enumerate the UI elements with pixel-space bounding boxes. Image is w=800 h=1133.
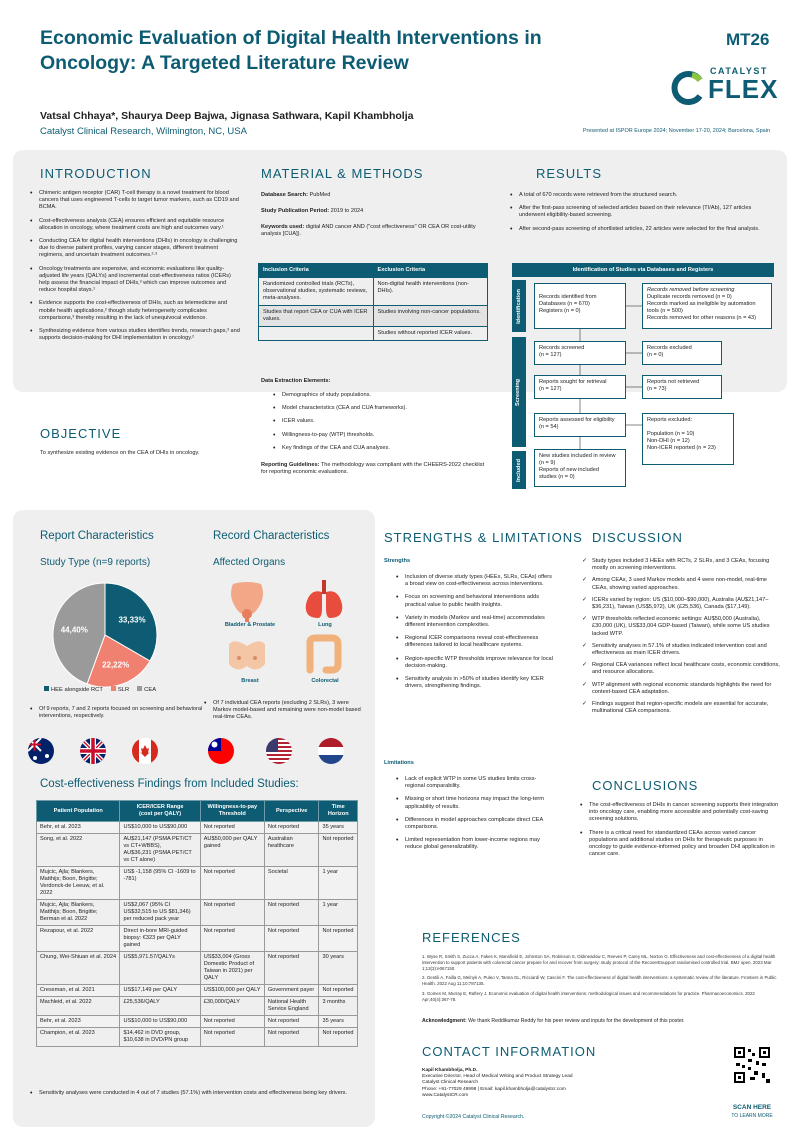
table-row	[259, 306, 488, 327]
limitations-list	[396, 776, 556, 858]
table-cell: 1 year	[319, 900, 358, 926]
introduction-heading: INTRODUCTION	[40, 166, 152, 181]
list-item: • Chimeric antigen receptor (CAR) T-cell therapy is a novel treatment for blood cancers that uses engineered T-cells to target tumor markers, such as CD19 and BCMA.	[30, 190, 240, 212]
discussion-list	[582, 558, 782, 720]
side-included: Included	[512, 451, 526, 489]
list-item: • Evidence supports the cost-effectiveness of DHIs, such as telemedicine and mobile health applications,² though study heterogeneity complicates comparisons,³ thereby resulting in the lack of unequivocal evidence.	[30, 300, 240, 322]
table-cell: US$100,000 per QALY	[200, 985, 264, 997]
presented-note: Presented at ISPOR Europe 2024; November 17-20, 2024; Barcelona, Spain	[582, 128, 770, 134]
list-item: ✓ Sensitivity analyses in 57.1% of studies indicated intervention cost and effectiveness as main ICER drivers.	[582, 643, 782, 657]
poster-title: Economic Evaluation of Digital Health Interventions in Oncology: A Targeted Literature Review	[40, 27, 542, 74]
australia-flag	[28, 738, 54, 764]
table-cell: Champion, et al. 2023	[37, 1028, 120, 1047]
cef-header: Patient Population	[37, 801, 120, 822]
results-list	[510, 192, 770, 239]
list-item: • There is a critical need for standardized CEAs across varied cancer populations and additional studies on DHIs for therapeutic purposes in oncology to guide evidence-informed policy and broaden DHI application in cancer care.	[580, 830, 780, 859]
list-item: • Region-specific WTP thresholds improve relevance for local decision-making.	[396, 656, 556, 670]
criteria-header: Inclusion Criteria	[259, 264, 374, 278]
table-cell: Rezapour, et al. 2022	[37, 926, 120, 952]
table-row	[259, 278, 488, 306]
scan-here: SCAN HERE	[732, 1104, 772, 1111]
list-item: • Willingness-to-pay (WTP) thresholds.	[273, 432, 483, 439]
discussion-heading: DISCUSSION	[592, 530, 683, 545]
netherlands-flag	[318, 738, 344, 764]
table-cell: Not reported	[264, 952, 319, 985]
qr-code-icon[interactable]	[732, 1045, 772, 1085]
table-cell: 1 year	[319, 867, 358, 900]
table-cell: Direct in-bore MRI-guided biopsy: €323 per QALY gained	[120, 926, 200, 952]
table-cell: Not reported	[200, 1028, 264, 1047]
table-cell: 3 months	[319, 997, 358, 1016]
legend-label: CEA	[144, 687, 157, 693]
record-heading: Record Characteristics	[213, 530, 330, 542]
list-item: • The cost-effectiveness of DHIs in cancer screening supports their integration into oncology care, enabling more accessible and potentially cost-saving screening solutions.	[580, 802, 780, 824]
legend-item	[44, 686, 103, 693]
table-cell: Mujcic, Ajla; Blankers, Matthijs; Boon, Brigitte; Verdonck-de Leeuw, et al. 2022	[37, 867, 120, 900]
table-cell: Studies involving non-cancer populations.	[373, 306, 488, 327]
table-cell: £25,536/QALY	[120, 997, 200, 1016]
references-list	[422, 954, 782, 1007]
table-cell: Behr, et al. 2023	[37, 1016, 120, 1028]
poster-code: MT26	[726, 30, 770, 49]
legend-swatch	[137, 686, 142, 691]
organs-heading: Affected Organs	[213, 557, 286, 568]
pie-label-0: 33,33%	[118, 615, 146, 625]
copyright: Copyright ©2024 Catalyst Clinical Research.	[422, 1114, 525, 1120]
table-cell: Non-digital health interventions (non-DHIs).	[373, 278, 488, 306]
list-item: ✓ Among CEAs, 3 used Markov models and 4 were non-model, real-time CEAs, showing varied approaches.	[582, 577, 782, 591]
box-excluded: Records excluded (n = 0)	[642, 341, 722, 365]
methods-heading: MATERIAL & METHODS	[261, 166, 424, 181]
contact-line: Phone: +91-77029 49998 | Email: kapil.khambholja@catalystcr.com	[422, 1086, 566, 1092]
cef-table	[36, 800, 358, 1047]
table-cell: Not reported	[319, 926, 358, 952]
organ-label-breast: Breast	[241, 678, 259, 684]
table-row	[37, 900, 358, 926]
box-identified: Records identified from Databases (n = 670) Registers (n = 0)	[534, 283, 626, 329]
bladder-prostate-icon	[225, 578, 269, 622]
reference-item: 1. Wyse R, Smith S, Zucca A, Fakes K, Mansfield E, Johnston SA, Robinson S, Oldmeadow C, Reeves P, Carey ML, Norton G. Effectiveness and cost-effectiveness of a digital health intervention to support patients with colorectal cancer prepare for and recover from surgery: study protocol of the RecoverEsupport randomised controlled trial. BMJ open. 2023 Mar 1;13(3):e067150.	[422, 954, 776, 971]
table-cell: 30 years	[319, 952, 358, 985]
report-heading: Report Characteristics	[40, 530, 154, 542]
box-sought: Reports sought for retrieval (n = 127)	[534, 375, 626, 399]
table-cell: 35 years	[319, 1016, 358, 1028]
table-cell: US$5,971.57/QALYs	[120, 952, 200, 985]
reference-item: 3. Gomes M, Murray E, Raftery J. Economic evaluation of digital health interventions: methodological issues and recommendations for practice. Pharmacoeconomics. 2022 Apr;40(4):367-78.	[422, 990, 755, 1002]
table-cell: Studies without reported ICER values.	[373, 327, 488, 341]
legend-label: HEE alongside RCT	[51, 687, 103, 693]
contact-line: Executive Director, Head of Medical Writing and Product Strategy Lead	[422, 1074, 573, 1080]
uk-flag	[80, 738, 106, 764]
table-cell: Song, et al. 2022	[37, 834, 120, 867]
list-item: ✓ WTP thresholds reflected economic settings: AU$50,000 (Australia), £30,000 (UK), US$33,004 GDP-based (Taiwan), while some US studies lacked WTP.	[582, 616, 782, 638]
table-cell: US$10,000 to US$90,000	[120, 822, 200, 834]
prisma-title: Identification of Studies via Databases and Registers	[512, 263, 774, 277]
strengths-label: Strengths	[384, 558, 411, 564]
table-cell: US$10,000 to US$90,000	[120, 1016, 200, 1028]
table-cell: Not reported	[319, 985, 358, 997]
table-cell: Chung, Wei-Shiuan et al. 2024	[37, 952, 120, 985]
learn-more: TO LEARN MORE	[731, 1113, 773, 1119]
logo-main-text: FLEX	[708, 74, 779, 104]
list-item: • Differences in model approaches complicate direct CEA comparisons.	[396, 817, 556, 831]
contact-block: Kapil Khambholja, Ph.D. Executive Director, Head of Medical Writing and Product Strategy Lead Catalyst Clinical Research Phone: +91-77029 49998 | Email: kapil.khambholja@catalystcr.com www.CatalystCR.com	[422, 1068, 702, 1099]
list-item: • Key findings of the CEA and CUA analyses.	[273, 445, 483, 452]
list-item: • Cost-effectiveness analysis (CEA) ensures efficient and equitable resource allocation in oncology, where treatment costs are high and outcomes vary.¹	[30, 218, 240, 232]
side-screening: Screening	[512, 337, 526, 447]
list-item: • Limited representation from lower-income regions may reduce global generalizability.	[396, 837, 556, 851]
table-cell: National Health Service England	[264, 997, 319, 1016]
table-cell: US$17,149 per QALY	[120, 985, 200, 997]
table-cell: Not reported	[200, 1016, 264, 1028]
cef-header: ICER/ICER Range (cost per QALY)	[120, 801, 200, 822]
table-cell: Societal	[264, 867, 319, 900]
database-search: Database Search: PubMed	[261, 192, 331, 198]
table-cell: 35 years	[319, 822, 358, 834]
colorectal-icon	[302, 634, 346, 676]
table-cell: Not reported	[319, 1028, 358, 1047]
legend-swatch	[111, 686, 116, 691]
list-item: • Demographics of study populations.	[273, 392, 483, 399]
table-cell: Not reported	[319, 834, 358, 867]
catalyst-flex-logo	[670, 64, 780, 114]
table-row	[37, 834, 358, 867]
table-cell: Not reported	[200, 867, 264, 900]
taiwan-flag	[208, 738, 234, 764]
cef-heading: Cost-effectiveness Findings from Included Studies:	[40, 778, 299, 790]
contact-heading: CONTACT INFORMATION	[422, 1044, 597, 1059]
table-row	[37, 997, 358, 1016]
table-cell: Mujcic, Ajla; Blankers, Matthijs; Boon, Brigitte; Berman et al. 2022	[37, 900, 120, 926]
list-item: • After the first-pass screening of selected articles based on their relevance (TI/Ab), 127 articles underwent eligibility-based screening.	[510, 205, 770, 219]
affiliation: Catalyst Clinical Research, Wilmington, NC, USA	[40, 126, 247, 137]
table-cell: AU$50,000 per QALY gained	[200, 834, 264, 867]
strengths-list	[396, 574, 556, 696]
table-cell: Not reported	[264, 926, 319, 952]
list-item: • Oncology treatments are expensive, and economic evaluations like quality-adjusted life years (QALYs) and incremental cost-effectiveness ratios (ICERs) help assess the financial impact of DHIs,³ which can improve outcomes and reduce hospital stays.¹	[30, 266, 240, 295]
table-cell: Not reported	[200, 900, 264, 926]
table-cell: Machleid, et al. 2022	[37, 997, 120, 1016]
cef-header: Perspective	[264, 801, 319, 822]
logo-top-text: CATALYST	[710, 66, 768, 76]
cef-header: Time Horizon	[319, 801, 358, 822]
list-item: • Conducting CEA for digital health interventions (DHIs) in oncology is challenging due to diverse patient profiles, varying cancer stages, different treatment regimens, and uncertain treatment outcomes.²·³	[30, 238, 240, 260]
table-cell: Not reported	[264, 822, 319, 834]
table-cell: US$2,067 (95% CI US$32,515 to US $81,346) per reduced pack year	[120, 900, 200, 926]
publication-period: Study Publication Period: 2019 to 2024	[261, 208, 364, 214]
table-cell: Not reported	[264, 1016, 319, 1028]
authors: Vatsal Chhaya*, Shaurya Deep Bajwa, Jignasa Sathwara, Kapil Khambholja	[40, 110, 414, 122]
table-cell	[259, 327, 374, 341]
reference-item: 2. Gentili A, Failla G, Melnyk A, Puleo V, Tanna GL, Ricciardi W, Cascini F. The cost-effectiveness of digital health interventions: a systematic review of the literature. Frontiers in Public Health. 2022 Aug 11;10:787135.	[422, 975, 777, 987]
criteria-header: Exclusion Criteria	[373, 264, 488, 278]
results-heading: RESULTS	[536, 166, 602, 181]
references-heading: REFERENCES	[422, 930, 521, 945]
list-item: ✓ WTP alignment with regional economic standards highlights the need for context-based CEA adaptation.	[582, 682, 782, 696]
study-type-heading: Study Type (n=9 reports)	[40, 557, 151, 568]
table-row	[37, 822, 358, 834]
pie-label-2: 44,40%	[60, 625, 88, 635]
list-item: • Inclusion of diverse study types (HEEs, SLRs, CEAs) offers a broad view on cost-effectiveness across interventions.	[396, 574, 556, 588]
limitations-label: Limitations	[384, 760, 414, 766]
list-item: • ICER values.	[273, 418, 483, 425]
list-item: ✓ Regional CEA variances reflect local healthcare costs, economic conditions, and resource allocations.	[582, 662, 782, 676]
table-cell: Studies that report CEA or CUA with ICER values.	[259, 306, 374, 327]
cef-header: Willingness-to-pay Threshold	[200, 801, 264, 822]
table-cell: Not reported	[200, 926, 264, 952]
list-item: ✓ ICERs varied by region: US ($10,000–$90,000), Australia (AU$21,147–$36,231), Taiwan (US$5,972), UK (£25,536), Canada ($17,149).	[582, 597, 782, 611]
study-type-pie-chart	[50, 580, 160, 690]
canada-flag	[132, 738, 158, 764]
box-included: New studies included in review (n = 9) Reports of new included studies (n = 0)	[534, 449, 626, 487]
introduction-list	[30, 190, 240, 348]
table-cell: Cressman, et al. 2021	[37, 985, 120, 997]
table-cell: US$33,004 (Gross Domestic Product of Taiwan in 2021) per QALY	[200, 952, 264, 985]
table-cell: Not reported	[264, 900, 319, 926]
reporting-guidelines: Reporting Guidelines: The methodology was compliant with the CHEERS-2022 checklist for reporting economic evaluations.	[261, 462, 485, 476]
table-cell: £30,000/QALY	[200, 997, 264, 1016]
extraction-heading: Data Extraction Elements:	[261, 378, 331, 384]
organ-label-lung: Lung	[318, 622, 332, 628]
table-row	[37, 1016, 358, 1028]
organ-label-colorectal: Colorectal	[311, 678, 339, 684]
legend-item	[111, 686, 129, 693]
list-item: • After second-pass screening of shortlisted articles, 22 articles were selected for the final analysis.	[510, 226, 770, 233]
table-cell: Not reported	[200, 822, 264, 834]
table-row	[37, 952, 358, 985]
extraction-list	[273, 392, 483, 458]
legend-item	[137, 686, 156, 693]
box-screened: Records screened (n = 127)	[534, 341, 626, 365]
table-cell: Government payer	[264, 985, 319, 997]
contact-line: Catalyst Clinical Research	[422, 1080, 478, 1086]
table-cell: Behr, et al. 2023	[37, 822, 120, 834]
list-item: ✓ Findings suggest that region-specific models are essential for accurate, multinational CEA comparisons.	[582, 701, 782, 715]
list-item: • Regional ICER comparisons reveal cost-effectiveness differences tailored to local healthcare systems.	[396, 635, 556, 649]
report-note: • Of 9 reports, 7 and 2 reports focused on screening and behavioral interventions, respectively.	[30, 706, 210, 726]
box-not-retrieved: Reports not retrieved (n = 73)	[642, 375, 722, 399]
breast-icon	[225, 634, 269, 676]
table-cell: Not reported	[264, 1028, 319, 1047]
pie-legend	[44, 686, 156, 693]
table-row	[37, 926, 358, 952]
lung-icon	[302, 578, 346, 622]
list-item: • Missing or short time horizons may impact the long-term applicability of results.	[396, 796, 556, 810]
list-item: • Synthesizing evidence from various studies identifies trends, research gaps,³ and supports decision-making for DHI implementation in oncology.²	[30, 328, 240, 342]
conclusions-list	[580, 802, 780, 864]
usa-flag	[266, 738, 292, 764]
criteria-table	[258, 263, 488, 341]
list-item: • Model characteristics (CEA and CUA frameworks).	[273, 405, 483, 412]
legend-swatch	[44, 686, 49, 691]
cef-note: • Sensitivity analyses were conducted in 4 out of 7 studies (57.1%) with intervention costs and effectiveness being key drivers.	[30, 1090, 360, 1103]
table-row	[37, 1028, 358, 1047]
table-cell: AU$21,147 (PSMA PET/CT vs CT+WBBS), AU$36,231 (PSMA PET/CT vs CT alone)	[120, 834, 200, 867]
record-note: • Of 7 individual CEA reports (excluding 2 SLRs), 3 were Markov model-based and remaining were non-model based real-time CEAs.	[204, 700, 364, 728]
acknowledgment: Acknowledgment: We thank Reddikumar Reddy for his peer review and inputs for the development of this poster.	[422, 1018, 685, 1024]
table-row	[37, 985, 358, 997]
table-cell: Randomized controlled trials (RCTs), observational studies, systematic reviews, meta-analyses.	[259, 278, 374, 306]
table-row	[37, 867, 358, 900]
list-item: • Lack of explicit WTP in some US studies limits cross-regional comparability.	[396, 776, 556, 790]
contact-line: www.CatalystCR.com	[422, 1092, 469, 1098]
objective-text: To synthesize existing evidence on the CEA of DHIs in oncology.	[40, 450, 200, 456]
table-cell: $14,462 in DVD group, $10,638 in DVD/PN group	[120, 1028, 200, 1047]
box-assessed: Reports assessed for eligibility (n = 54)	[534, 413, 626, 437]
keywords: Keywords used: digital AND cancer AND ("cost effectiveness" OR CEA OR cost-utility analysis [CUA]).	[261, 224, 476, 238]
table-cell: US$ -1,158 (95% CI -1609 to -781)	[120, 867, 200, 900]
box-reports-excluded: Reports excluded: Population (n = 10) Non-DHI (n = 12) Non-ICER reported (n = 23)	[642, 413, 734, 465]
table-cell: Australian healthcare	[264, 834, 319, 867]
prisma-diagram	[512, 263, 774, 491]
table-row	[259, 327, 488, 341]
objective-heading: OBJECTIVE	[40, 426, 122, 441]
list-item: ✓ Study types included 3 HEEs with RCTs, 2 SLRs, and 3 CEAs, focusing mostly on screening interventions.	[582, 558, 782, 572]
list-item: • A total of 670 records were retrieved from the structured search.	[510, 192, 770, 199]
strengths-heading: STRENGTHS & LIMITATIONS	[384, 530, 583, 545]
box-removed: Records removed before screening Duplicate records removed (n = 0) Records marked as ineligible by automation tools (n = 500) Records removed for other reasons (n = 43)	[642, 283, 772, 329]
conclusions-heading: CONCLUSIONS	[592, 778, 699, 793]
list-item: • Variety in models (Markov and real-time) accommodates different intervention complexities.	[396, 615, 556, 629]
prisma-arrows	[512, 263, 774, 491]
legend-label: SLR	[117, 687, 130, 693]
side-identification: Identification	[512, 280, 526, 332]
list-item: • Focus on screening and behavioral interventions adds practical value to public health insights.	[396, 594, 556, 608]
organ-label-bladder: Bladder & Prostate	[224, 622, 276, 628]
list-item: • Sensitivity analysis in >50% of studies identify key ICER drivers, strengthening findings.	[396, 676, 556, 690]
pie-label-1: 22,22%	[102, 660, 130, 670]
logo-mark-icon	[670, 70, 706, 106]
